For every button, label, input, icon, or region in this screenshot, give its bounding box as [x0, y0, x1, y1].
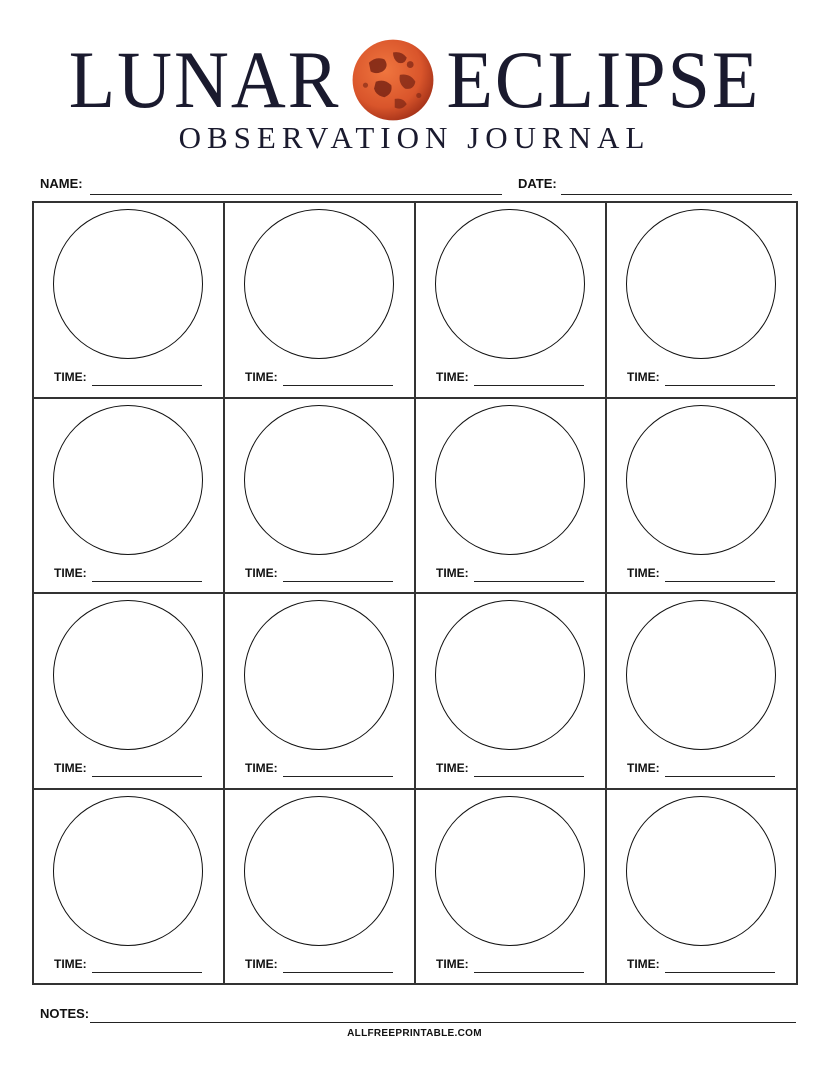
- time-label: TIME:: [245, 370, 278, 384]
- time-field[interactable]: [283, 581, 393, 582]
- moon-drawing-circle[interactable]: [53, 405, 203, 555]
- time-field[interactable]: [283, 776, 393, 777]
- journal-title: [0, 34, 829, 126]
- name-field[interactable]: [90, 194, 502, 195]
- moon-drawing-circle[interactable]: [435, 405, 585, 555]
- name-label: NAME:: [40, 176, 83, 191]
- moon-drawing-circle[interactable]: [435, 209, 585, 359]
- time-field[interactable]: [665, 776, 775, 777]
- moon-drawing-circle[interactable]: [626, 209, 776, 359]
- time-label: TIME:: [436, 956, 469, 971]
- time-field[interactable]: [474, 581, 584, 582]
- moon-drawing-circle[interactable]: [244, 405, 394, 555]
- observation-cell: [224, 202, 415, 398]
- moon-drawing-circle[interactable]: [244, 209, 394, 359]
- moon-drawing-circle[interactable]: [53, 209, 203, 359]
- time-field[interactable]: [665, 385, 775, 386]
- time-field[interactable]: [665, 581, 775, 582]
- time-label: TIME:: [627, 956, 660, 971]
- time-field[interactable]: [92, 581, 202, 582]
- notes-label: NOTES:: [40, 1006, 90, 1021]
- observation-cell: [224, 398, 415, 594]
- observation-cell: [33, 789, 224, 985]
- time-label: TIME:: [436, 565, 469, 580]
- moon-drawing-circle[interactable]: [244, 600, 394, 750]
- time-label: TIME:: [54, 565, 87, 580]
- time-label: TIME:: [245, 565, 278, 580]
- observation-cell: [606, 593, 797, 789]
- title-lunar: LUNAR: [68, 34, 341, 126]
- observation-cell: [224, 789, 415, 985]
- time-field[interactable]: [474, 385, 584, 386]
- time-field[interactable]: [92, 776, 202, 777]
- observation-cell: [606, 202, 797, 398]
- moon-drawing-circle[interactable]: [435, 796, 585, 946]
- observation-cell: [33, 398, 224, 594]
- time-label: TIME:: [627, 761, 660, 775]
- observation-cell: [606, 789, 797, 985]
- moon-drawing-circle[interactable]: [435, 600, 585, 750]
- time-label: TIME:: [627, 565, 660, 580]
- time-label: TIME:: [245, 761, 278, 775]
- blood-moon-icon: [350, 37, 436, 123]
- time-label: TIME:: [245, 956, 278, 971]
- observation-cell: [33, 593, 224, 789]
- moon-drawing-circle[interactable]: [626, 600, 776, 750]
- observation-grid: [32, 201, 798, 985]
- time-field[interactable]: [92, 972, 202, 973]
- moon-drawing-circle[interactable]: [626, 796, 776, 946]
- moon-drawing-circle[interactable]: [53, 600, 203, 750]
- time-field[interactable]: [283, 385, 393, 386]
- notes-field[interactable]: [90, 1022, 796, 1023]
- time-field[interactable]: [665, 972, 775, 973]
- observation-cell: [606, 398, 797, 594]
- time-label: TIME:: [54, 370, 87, 384]
- time-field[interactable]: [474, 776, 584, 777]
- observation-cell: [415, 398, 606, 594]
- date-field[interactable]: [561, 194, 792, 195]
- observation-cell: [415, 789, 606, 985]
- moon-drawing-circle[interactable]: [626, 405, 776, 555]
- moon-drawing-circle[interactable]: [244, 796, 394, 946]
- time-label: TIME:: [54, 956, 87, 971]
- time-label: TIME:: [436, 370, 469, 384]
- observation-cell: [415, 593, 606, 789]
- time-field[interactable]: [283, 972, 393, 973]
- time-label: TIME:: [627, 370, 660, 384]
- time-field[interactable]: [92, 385, 202, 386]
- observation-cell: [33, 202, 224, 398]
- observation-cell: [415, 202, 606, 398]
- moon-drawing-circle[interactable]: [53, 796, 203, 946]
- observation-cell: [224, 593, 415, 789]
- date-label: DATE:: [518, 176, 557, 191]
- time-label: TIME:: [54, 761, 87, 775]
- title-eclipse: ECLIPSE: [446, 34, 761, 126]
- time-label: TIME:: [436, 761, 469, 775]
- site-credit: ALLFREEPRINTABLE.COM: [347, 1028, 482, 1039]
- time-field[interactable]: [474, 972, 584, 973]
- journal-subtitle: OBSERVATION JOURNAL: [178, 120, 651, 155]
